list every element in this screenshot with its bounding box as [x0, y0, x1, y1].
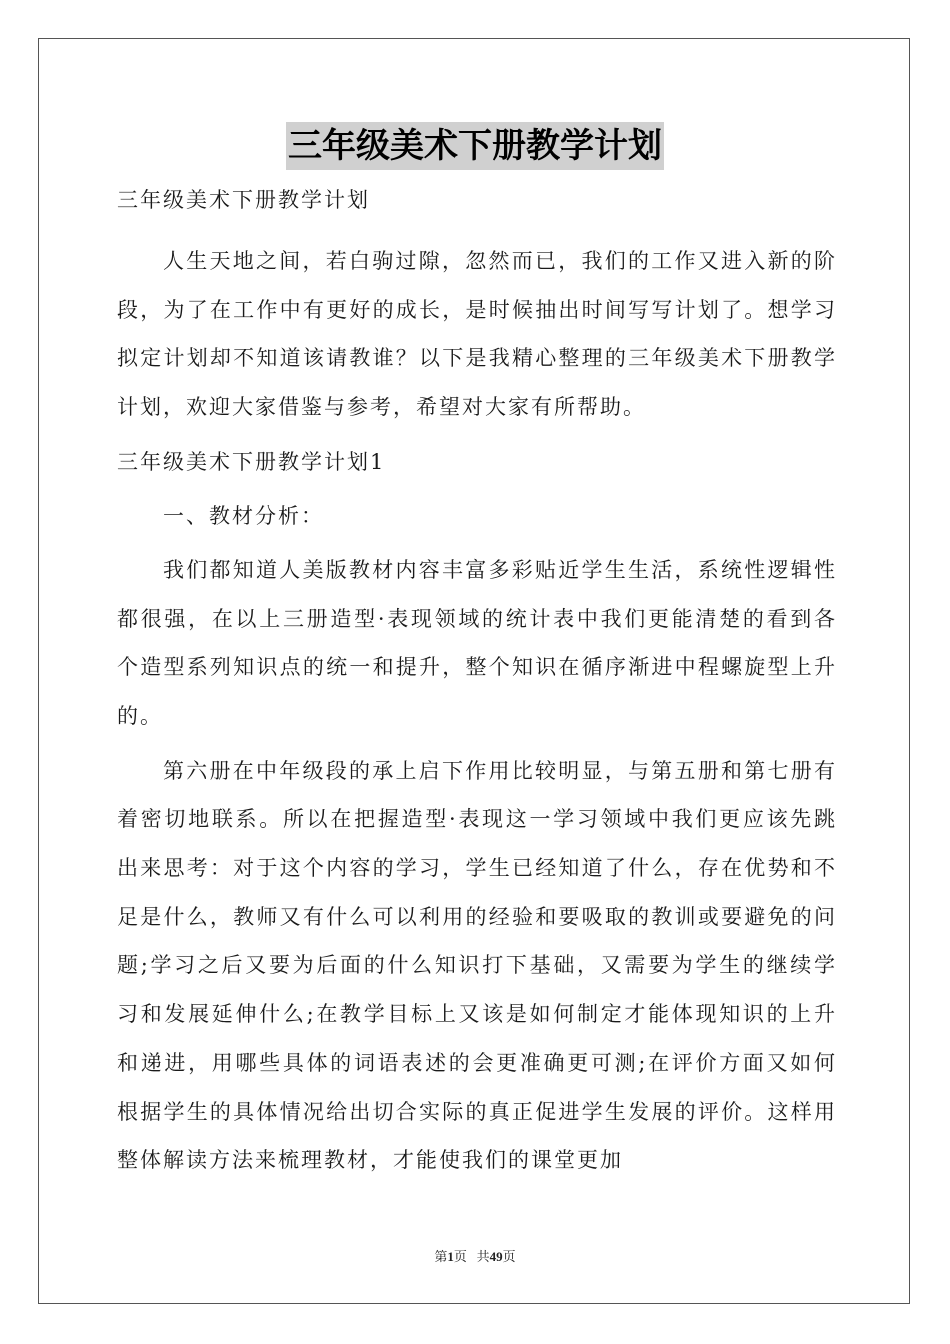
- document-body: [117, 176, 837, 1185]
- page-footer: [0, 1246, 950, 1265]
- footer-page-number: 1: [447, 1249, 454, 1264]
- title-container: [0, 122, 950, 170]
- footer-page-prefix: 第: [434, 1249, 448, 1264]
- document-subtitle: 三年级美术下册教学计划: [117, 188, 370, 212]
- footer-page-suffix: 页: [453, 1249, 467, 1264]
- section-heading: 三年级美术下册教学计划1: [117, 449, 386, 474]
- intro-paragraph: 人生天地之间，若白驹过隙，忽然而已，我们的工作又进入新的阶段，为了在工作中有更好的成长，是时候抽出时间写写计划了。想学习拟定计划却不知道该请教谁？以下是我精心整理的三年级美术下册教学计划，欢迎大家借鉴与参考，希望对大家有所帮助。: [117, 249, 837, 420]
- footer-total-prefix: 共: [476, 1249, 490, 1264]
- sub-heading: 一、教材分析：: [163, 503, 324, 528]
- footer-total-pages: 49: [489, 1249, 503, 1264]
- document-title: 三年级美术下册教学计划: [286, 122, 664, 170]
- body-paragraph-1: 我们都知道人美版教材内容丰富多彩贴近学生生活，系统性逻辑性都很强，在以上三册造型·表现领域的统计表中我们更能清楚的看到各个造型系列知识点的统一和提升，整个知识在循序渐进中程螺旋型上升的。: [117, 557, 837, 728]
- body-paragraph-2: 第六册在中年级段的承上启下作用比较明显，与第五册和第七册有着密切地联系。所以在把握造型·表现这一学习领域中我们更应该先跳出来思考：对于这个内容的学习，学生已经知道了什么，存在优势和不足是什么，教师又有什么可以利用的经验和要吸取的教训或要避免的问题;学习之后又要为后面的什么知识打下基础，又需要为学生的继续学习和发展延伸什么;在教学目标上又该是如何制定才能体现知识的上升和递进，用哪些具体的词语表述的会更准确更可测;在评价方面又如何根据学生的具体情况给出切合实际的真正促进学生发展的评价。这样用整体解读方法来梳理教材，才能使我们的课堂更加: [117, 758, 837, 1173]
- footer-total-suffix: 页: [502, 1249, 516, 1264]
